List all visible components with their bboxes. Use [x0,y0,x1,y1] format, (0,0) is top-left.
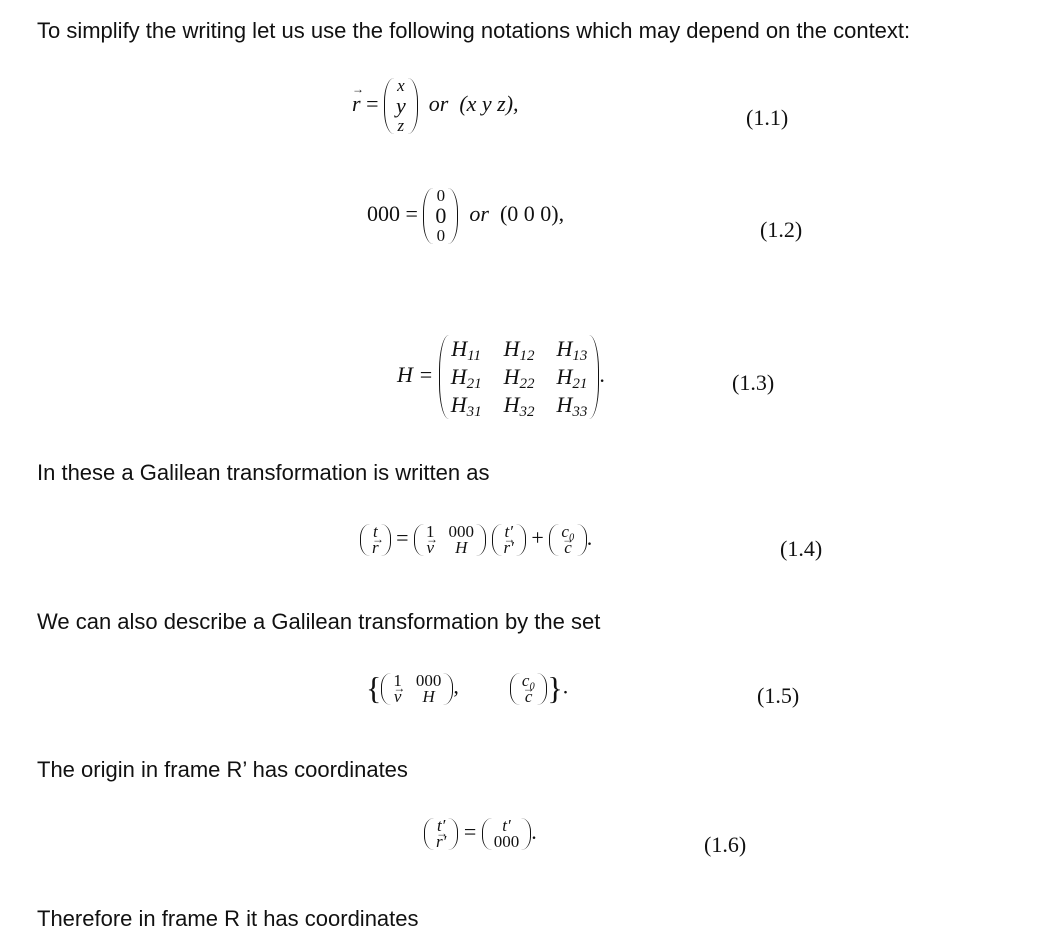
equation-1-5: { 1 000 → v H , c₀ → c }. [366,670,568,707]
set-offset-vector: c₀ → c [510,673,547,705]
paragraph-frame-r: Therefore in frame R it has coordinates [37,906,419,931]
zero-vector-symbol: 000 = [367,201,418,227]
matrix-h-symbol: H = [397,362,434,388]
equation-1-3: H = $H_{11}$ $H_{12}$ $H_{13}$ $H_{21}$ $H_{22}$ $H_{21}$ $H_{31}$ $H_{32}$ $H_{33}$ . [397,336,605,420]
column-vector-xyz: x y z [384,78,418,134]
equation-number-1-4: (1.4) [780,536,823,561]
equation-1-4: t → r = 1 000 → v H t′ → r′ + c₀ → c . [360,524,592,556]
equation-number-1-1: (1.1) [746,105,789,130]
paragraph-set: We can also describe a Galilean transformation by the set [37,609,601,634]
event-vector: t → r [360,524,391,556]
column-vector-zeros: 0 0 0 [423,188,458,244]
position-vector-symbol: → r [352,91,361,117]
equation-number-1-6: (1.6) [704,832,747,857]
offset-vector: c₀ → c [549,524,586,556]
row-vector-xyz: (x y z), [459,91,519,117]
equation-number-1-3: (1.3) [732,370,775,395]
row-vector-zeros: (0 0 0), [499,201,565,227]
paragraph-galilean: In these a Galilean transformation is written as [37,460,490,485]
paragraph-origin: The origin in frame R’ has coordinates [37,757,408,782]
set-transform-matrix: 1 000 → v H [381,673,453,705]
equation-1-2: 000 = 0 0 0 or (0 0 0), [367,186,565,245]
origin-primed-vector: t′ → r′ [424,818,458,850]
equation-1-1: → r = x y z or (x y z), [352,78,519,134]
intro-paragraph: To simplify the writing let us use the following notations which may depend on the context: [37,18,911,43]
primed-event-vector: t′ → r′ [492,524,526,556]
equation-1-6: t′ → r′ = t′ 000 . [424,818,537,850]
equation-number-1-5: (1.5) [757,683,800,708]
transform-matrix: 1 000 → v H [414,524,486,556]
matrix-h: $H_{11}$ $H_{12}$ $H_{13}$ $H_{21}$ $H_{22}$ $H_{21}$ $H_{31}$ $H_{32}$ $H_{33}$ [439,335,600,419]
origin-coordinates-vector: t′ 000 [482,818,532,850]
equation-number-1-2: (1.2) [760,217,803,242]
